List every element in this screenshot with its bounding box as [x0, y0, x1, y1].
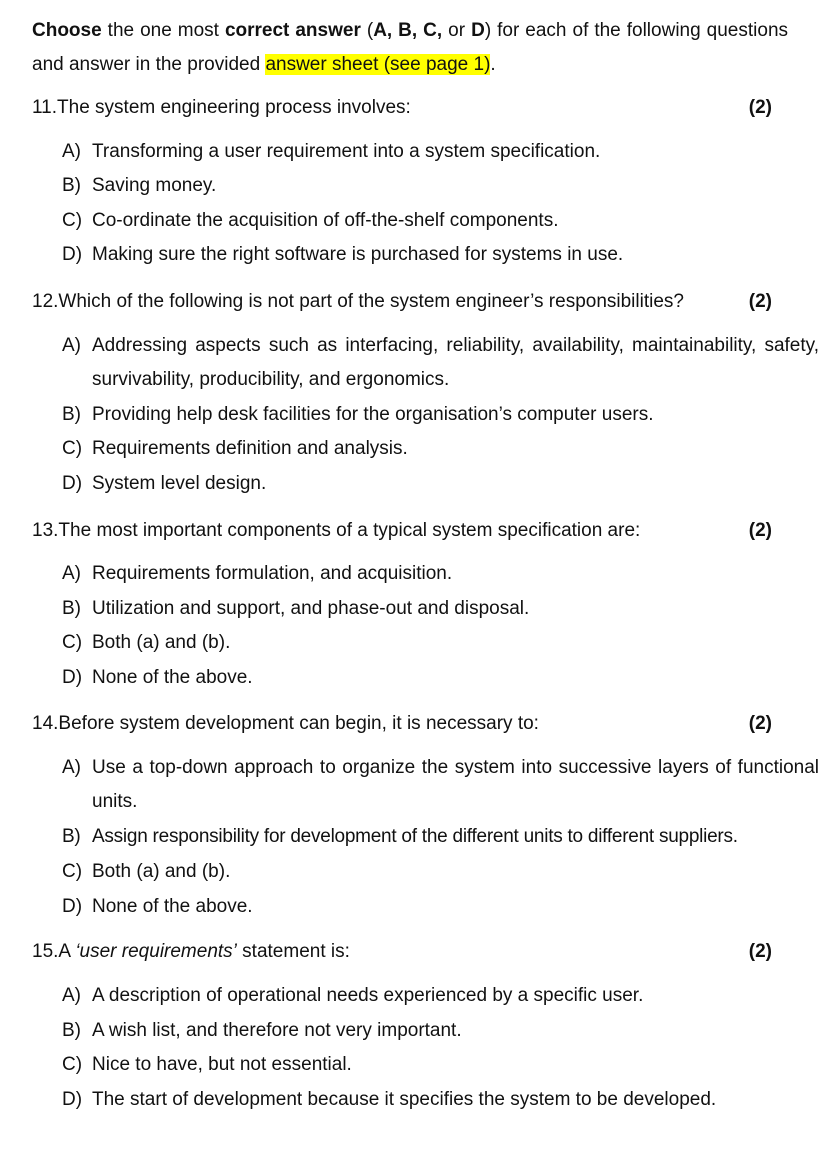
option-a: A) Transforming a user requirement into a system specification. — [62, 141, 601, 162]
question-text-italic: ‘user requirements’ — [75, 941, 237, 962]
option-d: D) None of the above. — [62, 896, 253, 917]
answer-sheet-highlight: answer sheet (see page 1) — [265, 54, 491, 75]
question-14 — [32, 711, 772, 737]
option-c: C) Both (a) and (b). — [62, 632, 231, 653]
option-b: B) Providing help desk facilities for the organisation’s computer users. — [62, 404, 654, 425]
option-d: D) None of the above. — [62, 667, 253, 688]
question-text: Before system development can begin, it is necessary to: — [58, 713, 539, 734]
question-marks: (2) — [748, 941, 772, 962]
option-c: C) Both (a) and (b). — [62, 861, 231, 882]
question-number: 14. — [32, 713, 59, 734]
option-a: A) A description of operational needs experienced by a specific user. — [62, 985, 644, 1006]
option-a: A) Use a top-down approach to organize the system into successive layers of functional units. — [62, 757, 819, 812]
option-c: C) Co-ordinate the acquisition of off-the-shelf components. — [62, 210, 559, 231]
option-c: C) Nice to have, but not essential. — [62, 1054, 352, 1075]
question-number: 11. — [32, 97, 58, 118]
question-13 — [32, 518, 772, 544]
question-marks: (2) — [748, 97, 772, 118]
question-text: The most important components of a typical system specification are: — [58, 520, 641, 541]
instructions: Choose the one most correct answer (A, B, C, or D) for each of the following questions and answer in the provided answer sheet (see page 1). — [32, 20, 789, 75]
option-a: A) Requirements formulation, and acquisition. — [62, 563, 453, 584]
option-a: A) Addressing aspects such as interfacing, reliability, availability, maintainability, safety, survivability, producibility, and ergonomics. — [62, 335, 819, 390]
question-text-prefix: A — [58, 941, 76, 962]
question-marks: (2) — [748, 713, 772, 734]
question-11 — [32, 95, 772, 121]
question-number: 12. — [32, 291, 59, 312]
option-d: D) Making sure the right software is purchased for systems in use. — [62, 244, 624, 265]
question-marks: (2) — [748, 520, 772, 541]
option-d: D) System level design. — [62, 473, 267, 494]
question-15 — [32, 939, 772, 965]
option-c: C) Requirements definition and analysis. — [62, 438, 408, 459]
question-marks: (2) — [748, 291, 772, 312]
question-number: 15. — [32, 941, 59, 962]
option-b: B) Saving money. — [62, 175, 217, 196]
option-d: D) The start of development because it specifies the system to be developed. — [62, 1089, 717, 1110]
question-12 — [32, 289, 772, 315]
option-b: B) A wish list, and therefore not very important. — [62, 1020, 462, 1041]
question-number: 13. — [32, 520, 59, 541]
question-text: The system engineering process involves: — [57, 97, 411, 118]
question-text: Which of the following is not part of the system engineer’s responsibilities? — [58, 291, 684, 312]
option-b: B) Utilization and support, and phase-out and disposal. — [62, 598, 530, 619]
question-text-suffix: statement is: — [236, 941, 350, 962]
option-b: B) Assign responsibility for development of the different units to different suppliers. — [62, 826, 738, 847]
